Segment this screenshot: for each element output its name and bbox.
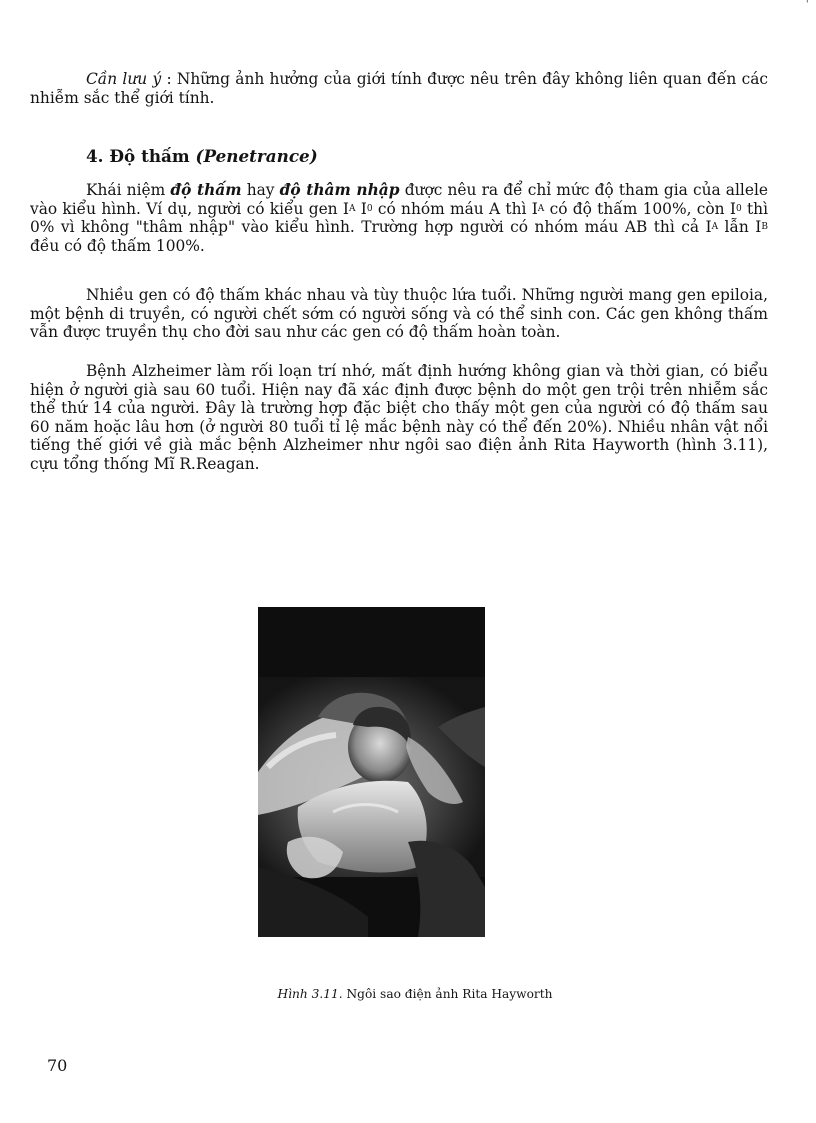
page-number: 70 [47,1056,68,1075]
paragraph-1-block [30,181,768,255]
allele-superscript: 0 [735,203,742,214]
caption-text: Ngôi sao điện ảnh Rita Hayworth [342,987,553,1001]
section-title: 4. Độ thấm [86,146,196,166]
section-heading [86,146,318,166]
note-label: Cần lưu ý [86,70,162,88]
caption-label: Hình 3.11. [277,987,343,1001]
note-text: : Những ảnh hưởng của giới tính được nêu trên đây không liên quan đến các nhiễm sắc thể giới tính. [30,70,768,107]
p1-text-7: thì 0% vì không "thâm nhập" vào kiểu hình. Trường hợp người có nhóm máu AB thì cả I [30,199,768,236]
allele-superscript: A [711,222,719,232]
allele-superscript: B [761,222,768,232]
paragraph-3: Bệnh Alzheimer làm rối loạn trí nhớ, mất định hướng không gian và thời gian, có biểu hiện ở người già sau 60 tuổi. Hiện nay đã xác định được bệnh do một gen trội trên nhiễm sắc thể thứ 14 của người. Đây là trường hợp đặc biệt cho thấy một gen của người có độ thấm sau 60 năm hoặc lâu hơn (ở người 80 tuổi tỉ lệ mắc bệnh này có thể đến 20%). Nhiều nhân vật nổi tiếng thế giới về già mắc bệnh Alzheimer như ngôi sao điện ảnh Rita Hayworth (hình 3.11), cựu tổng thống Mĩ R.Reagan. [30,362,768,473]
photo-illustration [258,607,485,937]
p1-text-1: Khái niệm [86,181,171,199]
p1-text-6: có độ thấm 100%, còn I [544,199,736,218]
p1-text-5: có nhóm máu A thì I [372,199,538,218]
allele-superscript: 0 [366,203,373,214]
paragraph-2-block [30,286,768,342]
paragraph-2: Nhiều gen có độ thấm khác nhau và tùy thuộc lứa tuổi. Những người mang gen epiloia, một bệnh di truyền, có người chết sớm có người sống và có thể sinh con. Các gen không thấm vẫn được truyền thụ cho đời sau như các gen có độ thấm hoàn toàn. [30,286,768,341]
corner-mark: ' [806,0,809,10]
note-block [30,70,768,107]
p1-text-2: hay [241,181,280,199]
note-paragraph [30,70,768,107]
p1-text-9: đều có độ thấm 100%. [30,236,205,255]
p1-text-4: I [355,199,367,218]
term-do-tham-nhap: độ thâm nhập [279,181,400,199]
rita-hayworth-photo [258,607,485,937]
paragraph-1 [30,181,768,255]
section-title-english: (Penetrance) [195,146,318,166]
figure-caption [0,987,816,1001]
allele-superscript: A [537,203,545,214]
term-do-tham: độ thấm [170,181,242,199]
p1-text-8: lẫn I [718,218,762,236]
paragraph-3-block [30,362,768,473]
p1-text-3: được nêu ra để chỉ mức độ tham gia của allele vào kiểu hình. Ví dụ, người có kiểu gen I [30,181,768,218]
allele-superscript: A [348,203,356,214]
